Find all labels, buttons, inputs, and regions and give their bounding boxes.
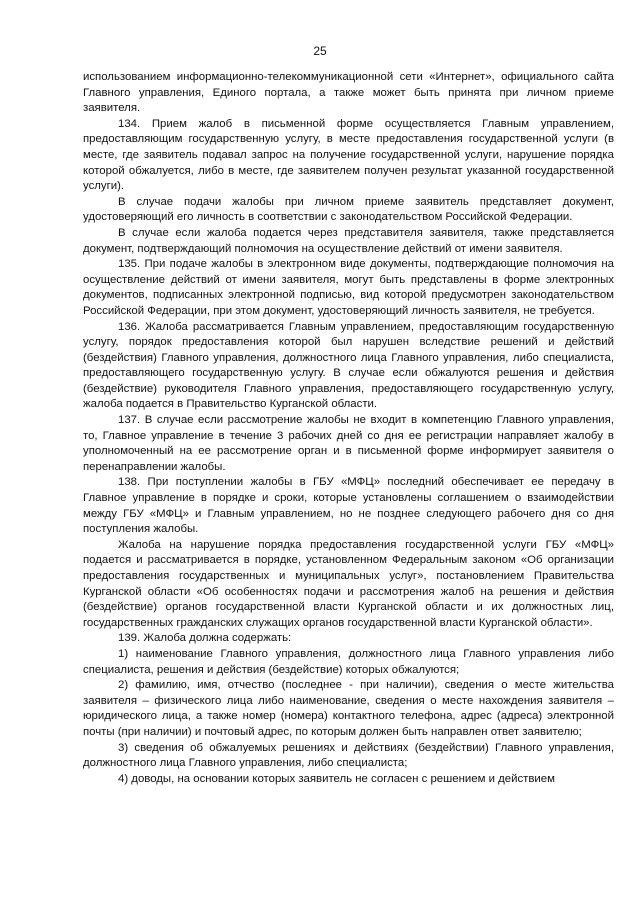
paragraph-138: 138. При поступлении жалобы в ГБУ «МФЦ» последний обеспечивает ее передачу в Главное управление в порядке и сроки, которые установлены соглашением о взаимодействии между ГБУ «МФЦ» и Главным управлением, но не позднее следующего рабочего дня со дня поступления жалобы.: [83, 476, 614, 536]
document-body: [83, 70, 614, 787]
list-item-1: 1) наименование Главного управления, должностного лица Главного управления либо специалиста, решения и действия (бездействие) которых обжалуются;: [83, 647, 614, 676]
page-number: 25: [313, 44, 327, 58]
paragraph-mfc-complaint: Жалоба на нарушение порядка предоставления государственной услуги ГБУ «МФЦ» подается и рассматривается в порядке, установленном Федеральным законом «Об организации предоставления государственных и муниципальных услуг», постановлением Правительства Курганской области «Об особенностях подачи и рассмотрения жалоб на решения и действия (бездействие) органов государственной власти Курганской области и их должностных лиц, государственных гражданских служащих органов государственной власти Курганской области».: [83, 538, 614, 629]
paragraph-representative: В случае если жалоба подается через представителя заявителя, также представляется документ, подтверждающий полномочия на осуществление действий от имени заявителя.: [83, 226, 614, 255]
paragraph-136: 136. Жалоба рассматривается Главным управлением, предоставляющим государственную услугу, порядок предоставления которой был нарушен вследствие решений и действий (бездействия) Главного управления, должностного лица Главного управления, либо специалиста, предоставляющего государственную услугу. В случае если обжалуются решения и действия (бездействие) руководителя Главного управления, предоставляющего государственную услугу, жалоба подается в Правительство Курганской области.: [83, 320, 614, 411]
paragraph-139: 139. Жалоба должна содержать:: [118, 632, 292, 645]
paragraph-personal-submission: В случае подачи жалобы при личном приеме заявитель представляет документ, удостоверяющий его личность в соответствии с законодательством Российской Федерации.: [83, 195, 614, 224]
paragraph-134: 134. Прием жалоб в письменной форме осуществляется Главным управлением, предоставляющим государственную услугу, в месте предоставления государственной услуги (в месте, где заявитель подавал запрос на получение государственной услуги, нарушение порядка которой обжалуется, либо в месте, где заявителем получен результат указанной государственной услуги).: [83, 117, 614, 193]
paragraph-continuation: использованием информационно-телекоммуникационной сети «Интернет», официального сайта Главного управления, Единого портала, а также может быть принята при личном приеме заявителя.: [83, 71, 614, 115]
list-item-2: 2) фамилию, имя, отчество (последнее - при наличии), сведения о месте жительства заявителя – физического лица либо наименование, сведения о месте нахождения заявителя – юридического лица, а также номер (номера) контактного телефона, адрес (адреса) электронной почты (при наличии) и почтовый адрес, по которым должен быть направлен ответ заявителю;: [83, 679, 614, 738]
list-item-3: 3) сведения об обжалуемых решениях и действиях (бездействии) Главного управления, должностного лица Главного управления, либо специалиста;: [83, 741, 614, 770]
paragraph-135: 135. При подаче жалобы в электронном виде документы, подтверждающие полномочия на осуществление действий от имени заявителя, могут быть представлены в форме электронных документов, подписанных электронной подписью, вид которой предусмотрен законодательством Российской Федерации, при этом документ, удостоверяющий личность заявителя, не требуется.: [83, 258, 614, 317]
list-item-4: 4) доводы, на основании которых заявитель не согласен с решением и действием: [118, 772, 555, 785]
paragraph-137: 137. В случае если рассмотрение жалобы не входит в компетенцию Главного управления, то, Главное управление в течение 3 рабочих дней со дня ее регистрации направляет жалобу в уполномоченный на ее рассмотрение орган и в письменной форме информирует заявителя о перенаправлении жалобы.: [83, 414, 614, 473]
